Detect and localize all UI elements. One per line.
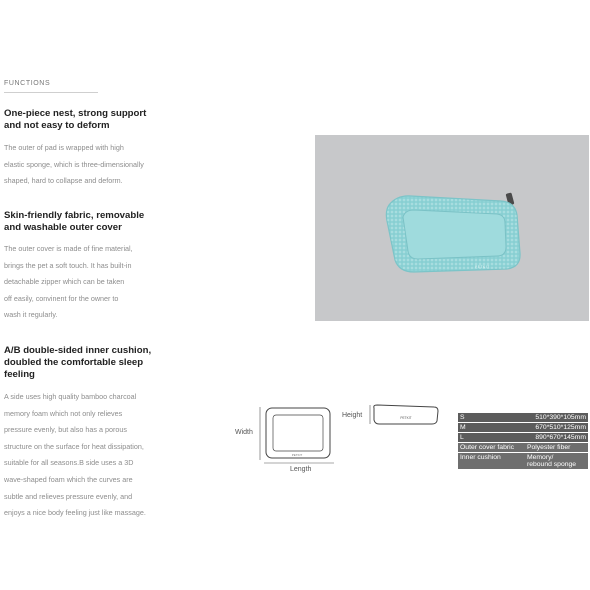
top-view-outer (266, 408, 330, 458)
size-dims: 890*670*145mm (525, 433, 588, 443)
top-view-diagram (230, 398, 340, 478)
side-brand-text: PETKIT (400, 416, 412, 420)
spec-row-size-m (458, 423, 588, 433)
size-name: S (458, 413, 525, 423)
spec-row-inner-cushion (458, 453, 588, 470)
bed-brand-text: PETKIT (475, 265, 490, 269)
side-view-diagram (366, 402, 446, 432)
length-label: Length (290, 466, 312, 473)
feature-3-body: A side uses high quality bamboo charcoal memory foam which not only relieves pressure evenly, but also has a porous structure on the surface for heat dissipation, suitable for all seasons.B side uses a 3D wave-shaped foam which the curves are subtle and relieves pressure evenly, and enjoys a nice body feeling just like massage. (4, 392, 146, 518)
feature-3-title: A/B double-sided inner cushion, doubled the comfortable sleep feeling (4, 345, 152, 380)
spec-row-size-s (458, 413, 588, 423)
section-divider (4, 92, 98, 93)
section-label: FUNCTIONS (4, 80, 51, 87)
feature-2-body: The outer cover is made of fine material, brings the pet a soft touch. It has built-in detachable zipper which can be taken off easily, convinent for the owner to wash it regularly. (4, 244, 133, 320)
diagram-brand-text: PETKIT (291, 453, 303, 457)
top-view-inner (273, 415, 323, 451)
product-photo (315, 135, 589, 321)
side-view-outline (374, 405, 438, 424)
width-label: Width (235, 429, 253, 436)
feature-1-body: The outer of pad is wrapped with high elastic sponge, which is three-dimensionally shaped, hard to collapse and deform. (4, 143, 144, 186)
size-name: M (458, 423, 525, 433)
material-label: Inner cushion (458, 453, 525, 470)
spec-row-size-l (458, 433, 588, 443)
height-label: Height (342, 412, 363, 419)
feature-1-title: One-piece nest, strong support and not easy to deform (4, 108, 147, 131)
pet-bed-illustration (315, 135, 589, 321)
size-dims: 510*390*105mm (525, 413, 588, 423)
material-value: Polyester fiber (525, 443, 588, 453)
material-value: Memory/ rebound sponge (525, 453, 588, 470)
size-dims: 670*510*125mm (525, 423, 588, 433)
spec-row-outer-cover (458, 443, 588, 453)
size-name: L (458, 433, 525, 443)
spec-table (458, 413, 588, 469)
feature-2-title: Skin-friendly fabric, removable and washable outer cover (4, 210, 145, 233)
material-label: Outer cover fabric (458, 443, 525, 453)
